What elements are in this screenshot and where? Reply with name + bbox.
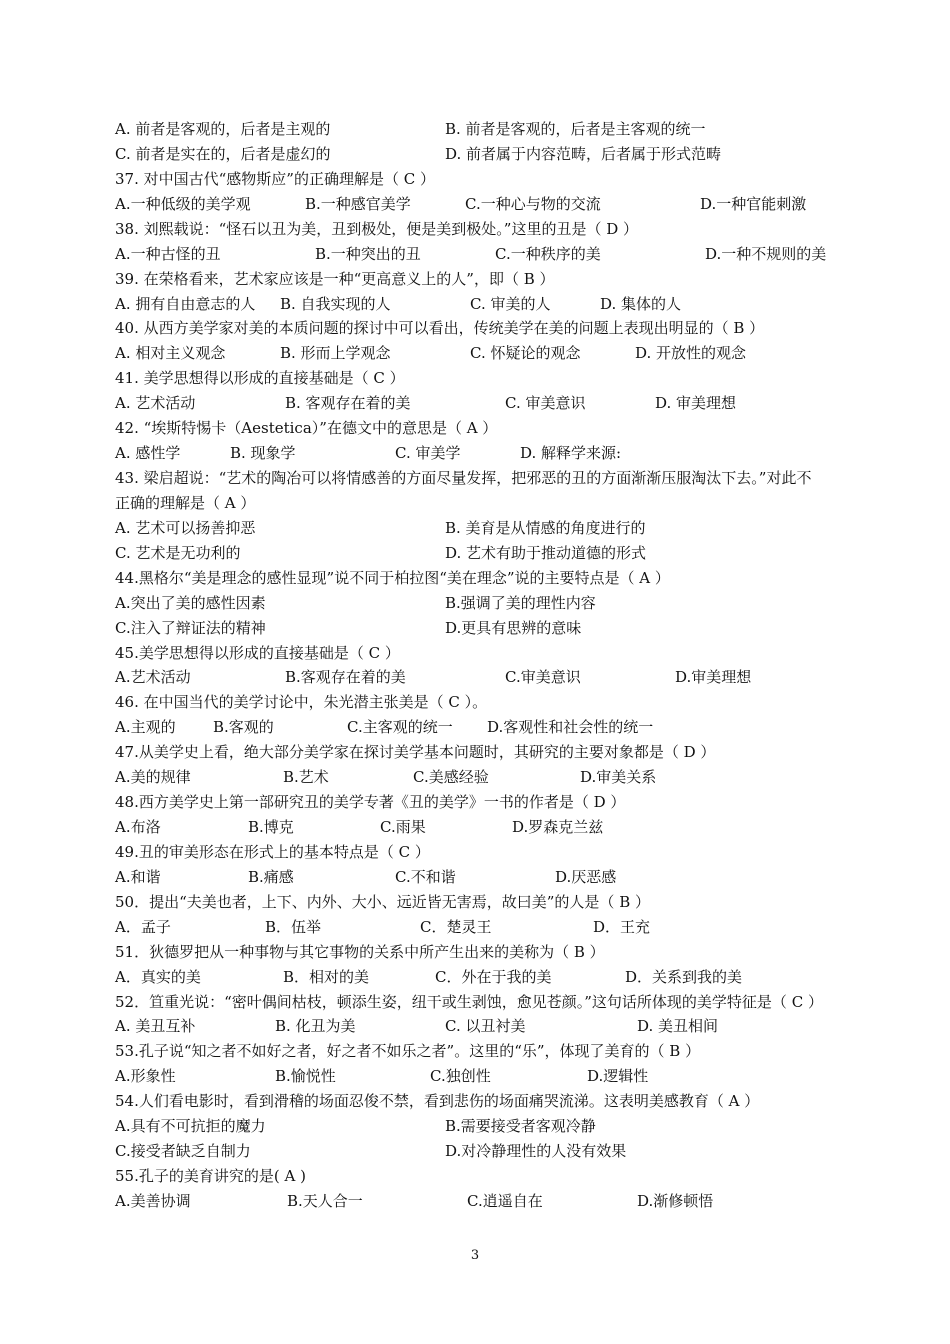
option-item: D.审美关系 bbox=[580, 768, 657, 787]
option-item: C.接受者缺乏自制力 bbox=[115, 1142, 251, 1161]
question-text: 46. 在中国当代的美学讨论中，朱光潜主张美是（ C ）。 bbox=[115, 693, 488, 712]
option-item: B. 自我实现的人 bbox=[280, 294, 391, 313]
option-item: C.一种秩序的美 bbox=[495, 244, 601, 263]
option-row bbox=[115, 915, 905, 939]
question-text: 40. 从西方美学家对美的本质问题的探讨中可以看出，传统美学在美的问题上表现出明显的（ B ） bbox=[115, 319, 765, 338]
option-item: C.独创性 bbox=[430, 1067, 491, 1086]
option-item: D.一种不规则的美 bbox=[705, 244, 827, 263]
option-item: B. 前者是客观的，后者是主客观的统一 bbox=[445, 120, 706, 138]
option-item: C.一种心与物的交流 bbox=[465, 194, 601, 213]
option-row bbox=[115, 142, 905, 166]
option-item: B.强调了美的理性内容 bbox=[445, 593, 596, 612]
option-item: D. 艺术有助于推动道德的形式 bbox=[445, 543, 647, 562]
option-row bbox=[115, 1064, 905, 1088]
option-item: D.审美理想 bbox=[675, 668, 752, 687]
option-row bbox=[115, 715, 905, 739]
option-row bbox=[115, 242, 905, 266]
option-item: C. 以丑衬美 bbox=[445, 1017, 526, 1036]
option-item: C.雨果 bbox=[380, 818, 426, 837]
option-item: A. 拥有自由意志的人 bbox=[115, 294, 256, 313]
option-row bbox=[115, 292, 905, 316]
option-item: D.更具有思辨的意味 bbox=[445, 618, 582, 637]
question-text: 44.黑格尔“美是理念的感性显现”说不同于柏拉图“美在理念”说的主要特点是（ A ） bbox=[115, 568, 670, 587]
option-item: A. 前者是客观的，后者是主观的 bbox=[115, 120, 331, 138]
option-item: A.美善协调 bbox=[115, 1191, 191, 1210]
option-item: A. 相对主义观念 bbox=[115, 344, 226, 363]
option-item: A.和谐 bbox=[115, 867, 161, 886]
question-text: 正确的理解是（ A ） bbox=[115, 493, 256, 512]
question-text: 45.美学思想得以形成的直接基础是（ C ） bbox=[115, 643, 400, 662]
option-item: A. 感性学 bbox=[115, 444, 181, 463]
option-item: B．相对的美 bbox=[283, 967, 370, 986]
option-row bbox=[115, 1189, 905, 1213]
option-row bbox=[115, 541, 905, 565]
question-text: 49.丑的审美形态在形式上的基本特点是（ C ） bbox=[115, 842, 430, 861]
option-item: B.愉悦性 bbox=[275, 1067, 336, 1086]
option-item: A.一种古怪的丑 bbox=[115, 244, 221, 263]
option-item: A.具有不可抗拒的魔力 bbox=[115, 1117, 266, 1136]
option-item: B. 客观存在着的美 bbox=[285, 394, 411, 413]
option-row bbox=[115, 341, 905, 365]
question-text: 50．提出“夫美也者，上下、内外、大小、远近皆无害焉，故曰美”的人是（ B ） bbox=[115, 892, 650, 911]
option-row bbox=[115, 1014, 905, 1038]
option-row bbox=[115, 765, 905, 789]
option-item: A.美的规律 bbox=[115, 768, 191, 787]
option-item: B.痛感 bbox=[248, 867, 294, 886]
option-item: C.审美意识 bbox=[505, 668, 581, 687]
option-item: C．外在于我的美 bbox=[435, 967, 552, 986]
option-row bbox=[115, 616, 905, 640]
option-item: B.一种感官美学 bbox=[305, 194, 411, 213]
option-item: D.渐修顿悟 bbox=[637, 1191, 714, 1210]
option-row bbox=[115, 591, 905, 615]
option-item: B. 现象学 bbox=[230, 444, 296, 463]
page-number: 3 bbox=[470, 1248, 480, 1263]
question-text: 48.西方美学史上第一部研究丑的美学专著《丑的美学》一书的作者是（ D ） bbox=[115, 793, 626, 812]
question-text: 38. 刘熙载说：“怪石以丑为美，丑到极处，便是美到极处。”这里的丑是（ D ） bbox=[115, 219, 639, 238]
option-item: C. 艺术是无功利的 bbox=[115, 543, 241, 562]
option-item: C. 审美的人 bbox=[470, 294, 551, 313]
option-row bbox=[115, 441, 905, 465]
option-item: A.形象性 bbox=[115, 1067, 176, 1086]
option-item: C.美感经验 bbox=[413, 768, 489, 787]
option-item: D．关系到我的美 bbox=[625, 967, 743, 986]
option-item: B.客观存在着的美 bbox=[285, 668, 406, 687]
option-item: C．楚灵王 bbox=[420, 917, 492, 936]
question-text: 39. 在荣格看来，艺术家应该是一种“更高意义上的人”，即（ B ） bbox=[115, 269, 555, 288]
question-text: 42. “埃斯特惕卡（Aestetica）”在德文中的意思是（ A ） bbox=[115, 419, 498, 438]
option-item: B.博克 bbox=[248, 818, 294, 837]
option-item: C.不和谐 bbox=[395, 867, 456, 886]
option-row bbox=[115, 1139, 905, 1163]
option-item: D.逻辑性 bbox=[587, 1067, 649, 1086]
option-row bbox=[115, 391, 905, 415]
question-text: 43. 梁启超说：“艺术的陶冶可以将情感善的方面尽量发挥，把邪恶的丑的方面渐渐压服淘汰下去。”对此不 bbox=[115, 469, 812, 488]
option-item: A．真实的美 bbox=[115, 967, 201, 986]
question-text: 37. 对中国古代“感物斯应”的正确理解是（ C ） bbox=[115, 169, 435, 188]
option-row bbox=[115, 865, 905, 889]
option-item: A.布洛 bbox=[115, 818, 161, 837]
option-row bbox=[115, 815, 905, 839]
option-row bbox=[115, 965, 905, 989]
option-item: B. 美育是从情感的角度进行的 bbox=[445, 518, 646, 537]
option-item: D. 解释学来源: bbox=[520, 444, 622, 463]
question-text: 47.从美学史上看，绝大部分美学家在探讨美学基本问题时，其研究的主要对象都是（ D ） bbox=[115, 743, 716, 762]
option-item: C. 前者是实在的，后者是虚幻的 bbox=[115, 144, 331, 163]
option-item: A.主观的 bbox=[115, 718, 176, 737]
option-item: C.逍遥自在 bbox=[467, 1191, 543, 1210]
option-row bbox=[115, 117, 905, 141]
option-item: A.一种低级的美学观 bbox=[115, 194, 251, 213]
option-item: B.需要接受者客观冷静 bbox=[445, 1117, 596, 1136]
question-text: 54.人们看电影时，看到滑稽的场面忍俊不禁，看到悲伤的场面痛哭流涕。这表明美感教育（ A ） bbox=[115, 1092, 760, 1111]
option-item: C. 审美意识 bbox=[505, 394, 586, 413]
option-item: C.主客观的统一 bbox=[347, 718, 453, 737]
option-item: B.天人合一 bbox=[287, 1191, 363, 1210]
option-row bbox=[115, 192, 905, 216]
option-item: D. 美丑相间 bbox=[637, 1017, 719, 1036]
option-item: D. 审美理想 bbox=[655, 394, 737, 413]
option-item: D.厌恶感 bbox=[555, 867, 617, 886]
question-text: 53.孔子说“知之者不如好之者，好之者不如乐之者”。这里的“乐”，体现了美育的（ B ） bbox=[115, 1042, 701, 1061]
option-item: C. 怀疑论的观念 bbox=[470, 344, 581, 363]
option-row bbox=[115, 665, 905, 689]
option-item: A.突出了美的感性因素 bbox=[115, 593, 266, 612]
option-item: B. 化丑为美 bbox=[275, 1017, 356, 1036]
question-text: 51．狄德罗把从一种事物与其它事物的关系中所产生出来的美称为（ B ） bbox=[115, 942, 605, 961]
option-item: C.注入了辩证法的精神 bbox=[115, 618, 266, 637]
option-row bbox=[115, 516, 905, 540]
option-item: B.艺术 bbox=[283, 768, 329, 787]
option-item: B．伍举 bbox=[265, 917, 322, 936]
option-item: D.罗森克兰兹 bbox=[512, 818, 604, 837]
option-item: D.客观性和社会性的统一 bbox=[487, 718, 654, 737]
question-text: 52．笪重光说：“密叶偶间枯枝，顿添生姿，纽干或生剥蚀，愈见苍颜。”这句话所体现的美学特征是（ C ） bbox=[115, 992, 823, 1011]
option-item: C. 审美学 bbox=[395, 444, 461, 463]
option-item: B.一种突出的丑 bbox=[315, 244, 421, 263]
option-item: A. 艺术可以扬善抑恶 bbox=[115, 518, 256, 537]
option-item: D. 开放性的观念 bbox=[635, 344, 747, 363]
option-item: A. 艺术活动 bbox=[115, 394, 196, 413]
option-item: D. 集体的人 bbox=[600, 294, 682, 313]
option-item: B. 形而上学观念 bbox=[280, 344, 391, 363]
option-item: A. 美丑互补 bbox=[115, 1017, 196, 1036]
option-item: D.一种官能刺激 bbox=[700, 194, 807, 213]
option-item: D．王充 bbox=[593, 917, 651, 936]
question-text: 41. 美学思想得以形成的直接基础是（ C ） bbox=[115, 369, 405, 388]
option-item: D.对冷静理性的人没有效果 bbox=[445, 1142, 627, 1161]
option-item: B.客观的 bbox=[213, 718, 274, 737]
option-item: D. 前者属于内容范畴，后者属于形式范畴 bbox=[445, 144, 722, 163]
option-row bbox=[115, 1114, 905, 1138]
option-item: A．孟子 bbox=[115, 917, 171, 936]
question-text: 55.孔子的美育讲究的是( A ) bbox=[115, 1167, 306, 1186]
option-item: A.艺术活动 bbox=[115, 668, 191, 687]
